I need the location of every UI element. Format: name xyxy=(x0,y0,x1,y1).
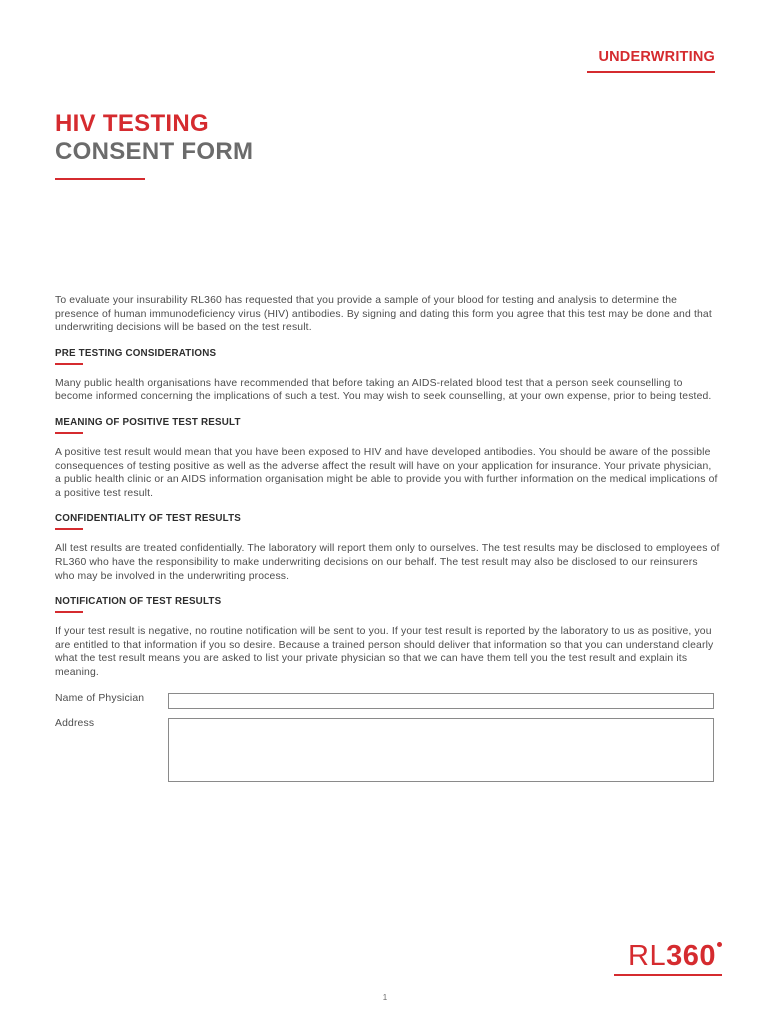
page-number: 1 xyxy=(382,993,388,1002)
title-line-2: CONSENT FORM xyxy=(55,138,254,165)
section-heading: NOTIFICATION OF TEST RESULTS xyxy=(55,596,222,608)
section-heading-underline xyxy=(55,432,83,434)
section-confidentiality xyxy=(55,513,720,583)
address-field-row xyxy=(55,718,720,782)
logo-number: 360 xyxy=(666,940,716,972)
section-tag-label: UNDERWRITING xyxy=(598,49,715,65)
section-heading-underline xyxy=(55,611,83,613)
section-heading-underline xyxy=(55,528,83,530)
document-title xyxy=(55,110,253,180)
rl360-logo xyxy=(614,940,722,976)
logo-wordmark xyxy=(628,940,722,972)
logo-letters: RL xyxy=(628,940,667,972)
section-heading: CONFIDENTIALITY OF TEST RESULTS xyxy=(55,513,241,525)
section-paragraph: If your test result is negative, no routine notification will be sent to you. If your test result is reported by the laboratory to us as positive, you are entitled to that information if you so desire. Because a trained person should deliver that information so that you can understand clearly what the test result means you are asked to list your private physician so that we can have them tell you the test result and explain its meaning. xyxy=(55,626,714,678)
section-notification xyxy=(55,596,720,679)
address-input[interactable] xyxy=(168,718,714,782)
header-section-tag xyxy=(587,48,715,73)
title-underline xyxy=(55,178,145,180)
section-paragraph: Many public health organisations have recommended that before taking an AIDS-related blood test that a person seek counselling to become informed concerning the implications of such a test. You may wish to seek counselling, at your own expense, prior to being tested. xyxy=(55,377,712,403)
section-heading-underline xyxy=(55,363,83,365)
section-positive-result xyxy=(55,417,720,500)
intro-paragraph: To evaluate your insurability RL360 has requested that you provide a sample of your blood for testing and analysis to determine the presence of human immunodeficiency virus (HIV) antibodies. By signing and dating this form you agree that this test may be done and that underwriting decisions will be based on the test result. xyxy=(55,295,712,334)
section-heading: MEANING OF POSITIVE TEST RESULT xyxy=(55,416,241,428)
logo-underline xyxy=(614,974,722,976)
section-pre-testing xyxy=(55,348,720,404)
physician-name-input[interactable] xyxy=(168,693,714,709)
section-heading: PRE TESTING CONSIDERATIONS xyxy=(55,347,217,359)
document-body xyxy=(55,294,720,791)
section-paragraph: All test results are treated confidentially. The laboratory will report them only to ourselves. The test results may be disclosed to employees of RL360 who have the responsibility to make underwriting decisions on our behalf. The test result may also be disclosed to our reinsurers who may be involved in the underwriting process. xyxy=(55,543,720,582)
title-line-1: HIV TESTING xyxy=(55,110,209,137)
address-field-label: Address xyxy=(55,717,95,729)
section-paragraph: A positive test result would mean that you have been exposed to HIV and have developed antibodies. You should be aware of the possible consequences of testing positive as well as the adverse affect the result will have on your application for insurance. Your private physician, a public health clinic or an AIDS information organisation might be able to provide you with further information on the medical implications of a positive test result. xyxy=(55,446,718,499)
logo-dot-icon xyxy=(717,942,722,947)
physician-field-row xyxy=(55,693,720,709)
physician-field-label: Name of Physician xyxy=(55,692,145,704)
section-tag-underline xyxy=(587,71,715,73)
